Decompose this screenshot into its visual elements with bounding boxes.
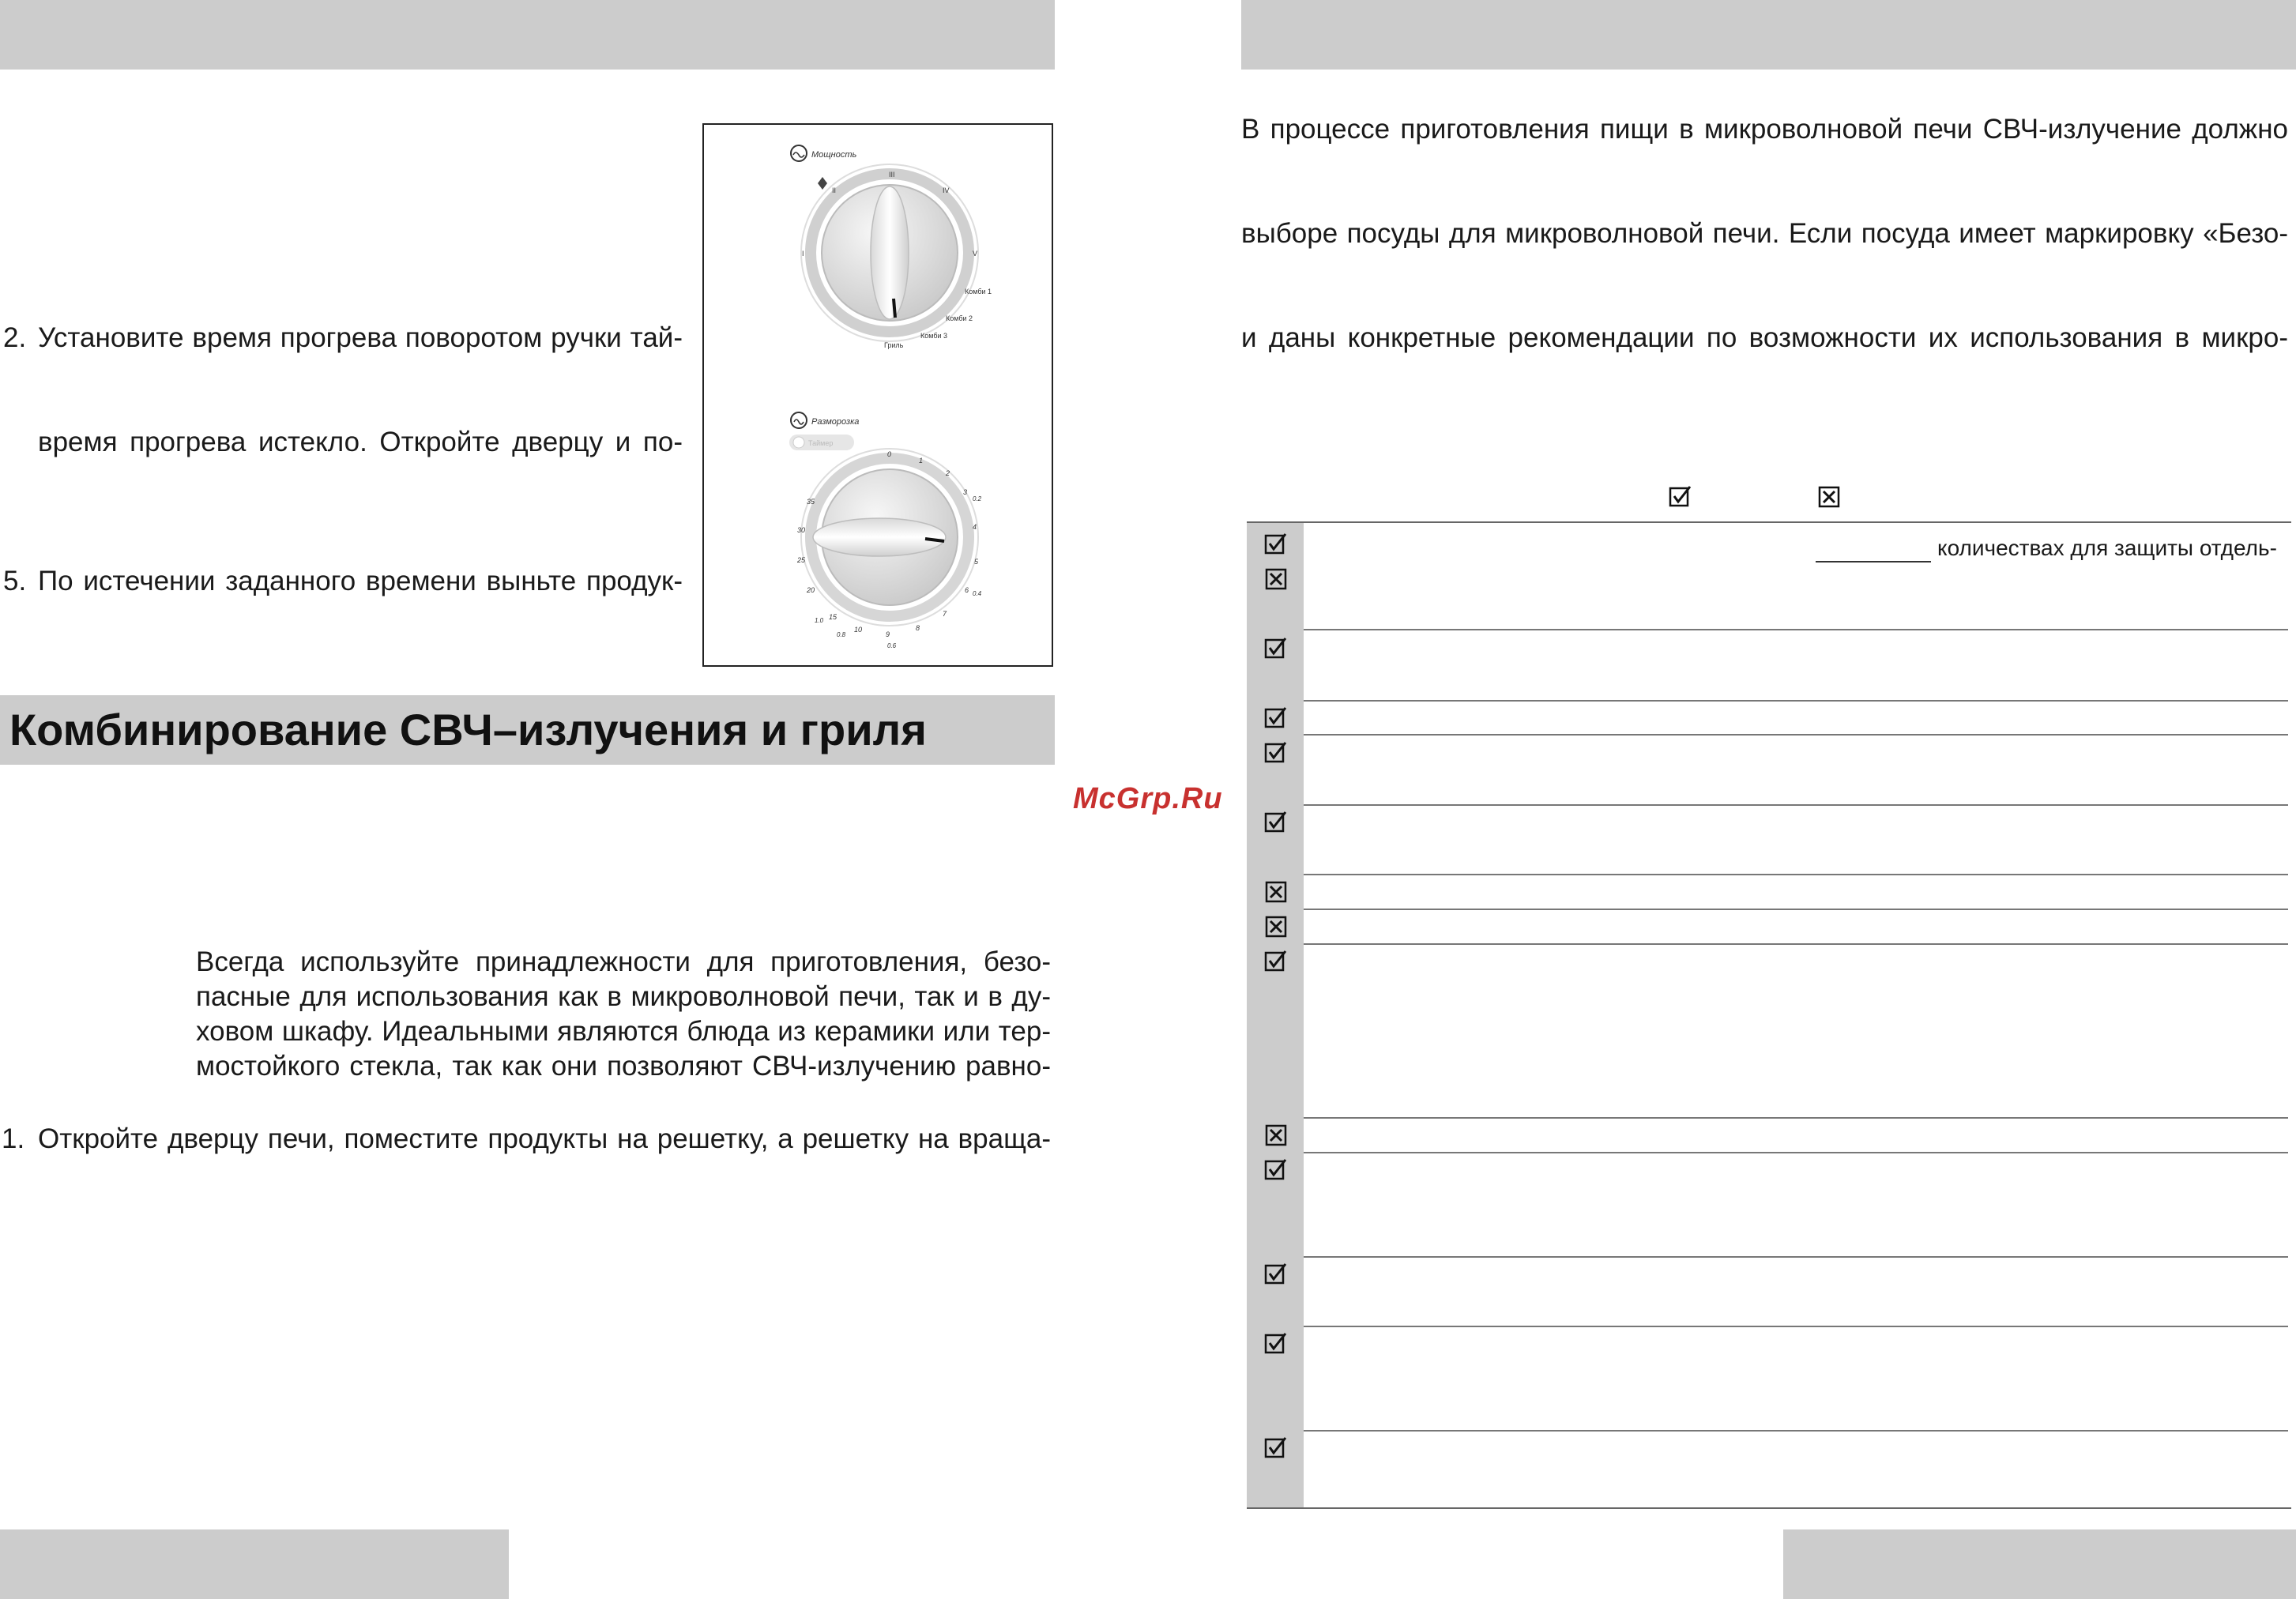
timer-dial	[801, 449, 978, 626]
right-line-3: и даны конкретные рекомендации по возможности их использования в микро-	[1241, 322, 2288, 353]
timer-mark-20: 20	[807, 586, 815, 594]
legend-check-icon	[1669, 485, 1692, 509]
timer-mark-1: 1	[919, 457, 924, 465]
blank-line	[1816, 537, 1931, 562]
row-11-check-icon	[1264, 1262, 1286, 1285]
paragraph-line-1: Всегда используйте принадлежности для приготовления, безо-	[196, 946, 1051, 977]
legend-cross-icon	[1817, 485, 1841, 509]
timer-mark-30: 30	[797, 526, 806, 534]
timer-mark-4: 4	[973, 523, 977, 531]
step-2-number: 2.	[3, 322, 27, 353]
table-row-divider	[1304, 1326, 2288, 1327]
power-mark-V: V	[973, 250, 978, 258]
table-bottom-border	[1247, 1507, 2291, 1509]
timer-mark-2: 2	[946, 469, 950, 477]
timer-mark-10: 10	[854, 626, 863, 634]
timer-mark-5: 5	[974, 558, 979, 566]
row-10-check-icon	[1264, 1158, 1286, 1180]
timer-mark-25: 25	[797, 556, 806, 564]
power-mark-IV: IV	[943, 186, 950, 194]
step-1-number: 1.	[2, 1123, 25, 1154]
table-row-divider	[1304, 804, 2288, 806]
right-line-2: выборе посуды для микроволновой печи. Если посуда имеет маркировку «Безо-	[1241, 218, 2288, 249]
table-marker-column	[1247, 523, 1304, 1509]
table-top-border	[1247, 521, 2291, 523]
table-row-divider	[1304, 1117, 2288, 1119]
power-mark-III: III	[889, 171, 895, 179]
row-1-check-icon	[1264, 532, 1286, 555]
power-label: Мощность	[811, 150, 857, 160]
row-4-check-icon	[1264, 741, 1286, 763]
power-mark-grill: Гриль	[884, 341, 904, 349]
table-row-divider	[1304, 943, 2288, 945]
row-2-check-icon	[1264, 637, 1286, 659]
power-mark-combi-2: Комби 2	[946, 314, 973, 322]
section-heading: Комбинирование СВЧ–излучения и гриля	[9, 705, 927, 754]
step-1-line-1: Откройте дверцу печи, поместите продукты на решетку, а решетку на враща-	[38, 1123, 1051, 1154]
table-row-divider	[1304, 909, 2288, 910]
timer-mark-9: 9	[886, 630, 890, 638]
step-5-number: 5.	[3, 566, 27, 596]
right-line-1: В процессе приготовления пищи в микроволновой печи СВЧ-излучение должно	[1241, 114, 2288, 145]
left-footer-bar	[0, 1529, 509, 1599]
row-7-cross-icon	[1264, 915, 1286, 937]
timer-mark-0-2: 0.2	[973, 495, 982, 502]
right-header-bar	[1241, 0, 2296, 70]
table-cell-text	[1816, 534, 2277, 562]
defrost-icon	[791, 412, 807, 428]
timer-pill-label: Таймер	[808, 439, 834, 447]
table-row-divider	[1304, 1256, 2288, 1258]
paragraph-line-3: ховом шкафу. Идеальными являются блюда из керамики или тер-	[196, 1016, 1051, 1047]
watermark: McGrp.Ru	[1073, 782, 1223, 815]
power-mark-II: II	[832, 186, 837, 194]
table-row-divider	[1304, 700, 2288, 702]
defrost-small-icon	[818, 177, 827, 190]
timer-mark-0-8: 0.8	[837, 631, 846, 638]
power-mark-I: I	[802, 250, 804, 258]
timer-mark-0-4: 0.4	[973, 590, 982, 597]
step-5-line-1: По истечении заданного времени выньте продук-	[38, 566, 683, 596]
timer-mark-3: 3	[963, 488, 968, 496]
row-8-check-icon	[1264, 950, 1286, 972]
accessories-paragraph	[196, 945, 1051, 1084]
row-12-check-icon	[1264, 1332, 1286, 1354]
step-2-line-1: Установите время прогрева поворотом ручки тай-	[38, 322, 683, 353]
row-13-check-icon	[1264, 1436, 1286, 1458]
table-cell-text-content: количествах для защиты отдель-	[1937, 536, 2277, 560]
table-row-divider	[1304, 874, 2288, 875]
right-footer-bar	[1783, 1529, 2296, 1599]
timer-mark-0: 0	[887, 450, 892, 458]
row-1-cross-icon	[1264, 567, 1286, 589]
row-3-check-icon	[1264, 706, 1286, 728]
dials-illustration	[704, 125, 1052, 665]
table-row-divider	[1304, 629, 2288, 630]
timer-mark-7: 7	[943, 610, 947, 618]
table-row-divider	[1304, 1152, 2288, 1153]
power-mark-combi-3: Комби 3	[920, 332, 948, 340]
defrost-label: Разморозка	[811, 417, 860, 427]
timer-mark-15: 15	[829, 613, 837, 621]
timer-mark-6: 6	[965, 586, 969, 594]
paragraph-line-2: пасные для использования как в микроволновой печи, так и в ду-	[196, 981, 1051, 1012]
control-panel-figure	[702, 123, 1053, 667]
timer-mark-8: 8	[916, 624, 920, 632]
paragraph-line-4: мостойкого стекла, так как они позволяют СВЧ-излучению равно-	[196, 1051, 1051, 1082]
power-icon	[791, 145, 807, 161]
row-9-cross-icon	[1264, 1123, 1286, 1146]
table-row-divider	[1304, 734, 2288, 736]
step-2-line-2: время прогрева истекло. Откройте дверцу и по-	[38, 427, 683, 457]
row-6-cross-icon	[1264, 880, 1286, 902]
timer-mark-1-0: 1.0	[815, 617, 824, 624]
power-mark-combi-1: Комби 1	[965, 288, 992, 295]
left-header-bar	[0, 0, 1055, 70]
table-row-divider	[1304, 1430, 2288, 1432]
timer-mark-0-6: 0.6	[887, 642, 897, 649]
timer-mark-35: 35	[807, 498, 815, 506]
row-5-check-icon	[1264, 811, 1286, 833]
